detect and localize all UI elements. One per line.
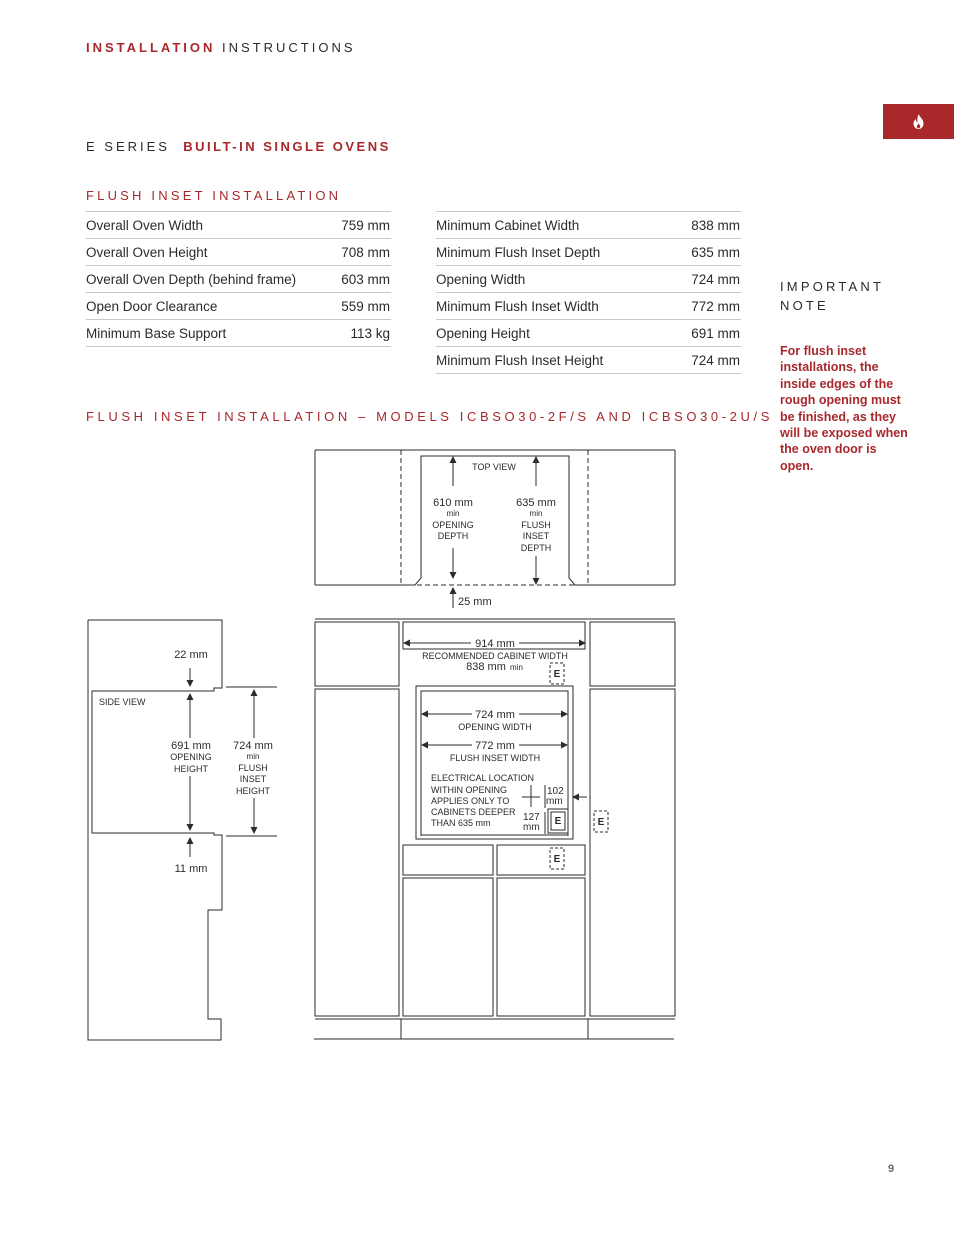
opening-depth-l2: DEPTH <box>437 531 469 541</box>
side-top-gap: 22 mm <box>174 649 208 661</box>
elec-l5: THAN 635 mm <box>431 818 491 828</box>
opening-width-label: OPENING WIDTH <box>458 722 532 732</box>
opening-height-l2: HEIGHT <box>173 764 209 774</box>
elec-l3: APPLIES ONLY TO <box>431 796 510 806</box>
spec-value: 691 mm <box>691 325 740 341</box>
front-view <box>314 622 675 1039</box>
spec-label: Minimum Flush Inset Width <box>436 298 599 314</box>
cabinet-width-label: RECOMMENDED CABINET WIDTH <box>422 651 568 661</box>
inset-height-value: 724 mm <box>233 740 273 752</box>
e-marker-side: E <box>597 817 605 828</box>
dim-127-mm: mm <box>523 822 540 833</box>
series-title: BUILT-IN SINGLE OVENS <box>183 139 391 154</box>
side-view-label: SIDE VIEW <box>99 697 146 707</box>
cabinet-min-suffix: min <box>510 663 523 672</box>
spec-value: 559 mm <box>341 298 390 314</box>
spec-value: 635 mm <box>691 244 740 260</box>
spec-value: 838 mm <box>691 217 740 233</box>
inset-depth-l3: DEPTH <box>520 543 552 553</box>
inset-height-l3: HEIGHT <box>235 786 271 796</box>
opening-depth-l1: OPENING <box>432 520 474 530</box>
flush-inset-title: FLUSH INSET INSTALLATION <box>86 188 342 203</box>
spec-label: Minimum Flush Inset Height <box>436 352 604 368</box>
inset-depth-l1: FLUSH <box>521 520 551 530</box>
inset-width-label: FLUSH INSET WIDTH <box>449 753 541 763</box>
spec-label: Opening Width <box>436 271 526 287</box>
spec-value: 603 mm <box>341 271 390 287</box>
opening-height-value: 691 mm <box>171 740 211 752</box>
spec-label: Overall Oven Height <box>86 244 208 260</box>
top-view <box>315 450 675 619</box>
spec-label: Overall Oven Depth (behind frame) <box>86 271 297 287</box>
e-marker-bottom: E <box>553 854 561 865</box>
series-prefix: E SERIES <box>86 139 170 154</box>
spec-label: Minimum Cabinet Width <box>436 217 580 233</box>
spec-value: 759 mm <box>341 217 390 233</box>
inset-depth-l2: INSET <box>522 531 550 541</box>
spec-value: 113 kg <box>350 325 390 341</box>
elec-l1: ELECTRICAL LOCATION <box>431 773 535 783</box>
e-marker-opening: E <box>554 816 562 827</box>
spec-value: 724 mm <box>691 271 740 287</box>
spec-value: 708 mm <box>341 244 390 260</box>
side-view <box>88 620 277 1040</box>
spec-label: Overall Oven Width <box>86 217 204 233</box>
e-marker-top: E <box>553 669 561 680</box>
side-bottom-gap: 11 mm <box>174 863 208 875</box>
inset-depth-value: 635 mm <box>516 497 556 509</box>
spec-label: Open Door Clearance <box>86 298 218 314</box>
important-note-text: For flush inset installations, the inside edges of the rough opening must be finished, as they will be exposed when the oven door is open. <box>780 344 908 473</box>
opening-height-l1: OPENING <box>170 752 212 762</box>
spec-label: Opening Height <box>436 325 530 341</box>
header-strong: INSTALLATION <box>86 40 216 55</box>
top-gap-value: 25 mm <box>458 596 492 608</box>
spec-value: 772 mm <box>691 298 740 314</box>
dim-102-mm: mm <box>546 796 563 807</box>
opening-depth-value: 610 mm <box>433 497 473 509</box>
cabinet-min-value: 838 mm <box>466 661 506 673</box>
inset-width-value: 772 mm <box>475 740 515 752</box>
cabinet-width-value: 914 mm <box>475 638 515 650</box>
inset-height-l2: INSET <box>239 774 267 784</box>
elec-l4: CABINETS DEEPER <box>431 807 516 817</box>
top-view-label: TOP VIEW <box>472 462 516 472</box>
dim-127: 127 <box>523 812 540 823</box>
inset-depth-min: min <box>529 509 543 518</box>
elec-l2: WITHIN OPENING <box>431 785 507 795</box>
opening-width-value: 724 mm <box>475 709 515 721</box>
inset-height-l1: FLUSH <box>238 763 268 773</box>
dim-102: 102 <box>547 786 564 797</box>
inset-height-min: min <box>246 752 260 761</box>
page-number: 9 <box>888 1163 895 1175</box>
note-title-line1: IMPORTANT <box>780 279 885 294</box>
note-title-line2: NOTE <box>780 298 829 313</box>
models-title: FLUSH INSET INSTALLATION – MODELS ICBSO30-2F/S AND ICBSO30-2U/S <box>86 409 773 424</box>
spec-value: 724 mm <box>691 352 740 368</box>
opening-depth-min: min <box>446 509 460 518</box>
header-rest: INSTRUCTIONS <box>222 40 356 55</box>
spec-label: Minimum Flush Inset Depth <box>436 244 601 260</box>
spec-label: Minimum Base Support <box>86 325 227 341</box>
